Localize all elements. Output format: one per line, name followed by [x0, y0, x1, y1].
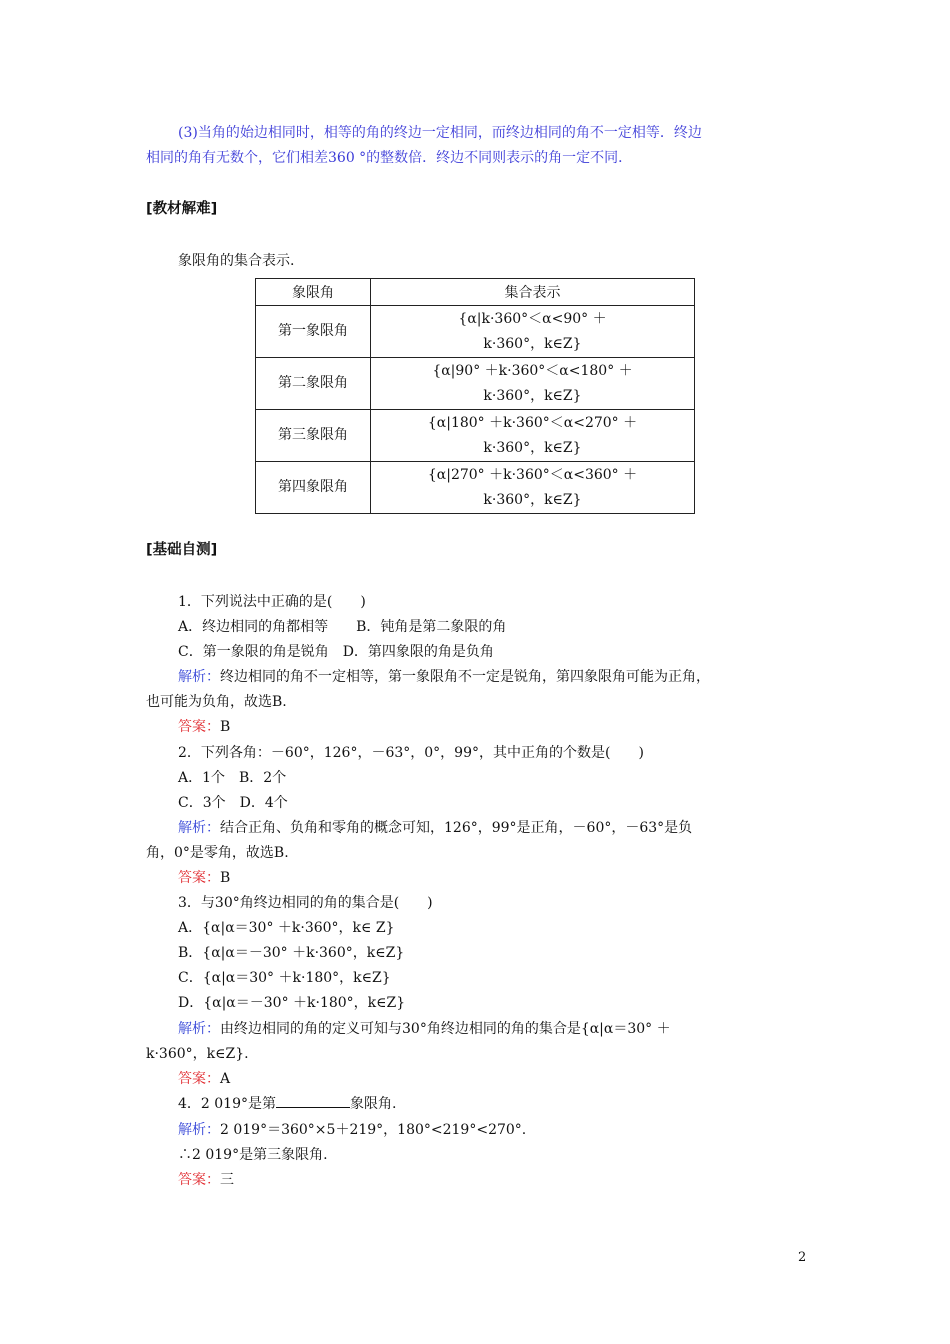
intro-line-2: 相同的角有无数个，它们相差360 °的整数倍．终边不同则表示的角一定不同．	[146, 150, 633, 166]
section-heading-selftest: [基础自测]	[146, 542, 218, 558]
q3-option-c: C．{α|α＝30° ＋k·180°，k∈Z}	[178, 970, 391, 986]
q3-analysis-line-2: k·360°，k∈Z}.	[146, 1046, 249, 1062]
set-notation-line: {α|270° ＋k·360°＜α<360° ＋	[427, 466, 638, 483]
table-caption: 象限角的集合表示.	[178, 253, 295, 269]
q1-options-line-1: A．终边相同的角都相等 B．钝角是第二象限的角	[178, 619, 507, 635]
set-notation-cell	[371, 358, 695, 410]
q3-answer-value: A	[220, 1071, 231, 1087]
q2-analysis-text: 结合正角、负角和零角的概念可知，126°，99°是正角，－60°，－63°是负	[220, 820, 693, 836]
q1-analysis	[178, 665, 710, 690]
answer-label: 答案：	[178, 719, 220, 735]
q4-analysis	[178, 1118, 526, 1143]
quadrant-name-cell: 第四象限角	[256, 462, 371, 514]
q1-analysis-line-2: 也可能为负角，故选B.	[146, 694, 287, 710]
q4-stem	[178, 1092, 396, 1117]
set-notation-line: {α|k·360°＜α<90° ＋	[458, 310, 607, 327]
set-notation-line: {α|90° ＋k·360°＜α<180° ＋	[432, 362, 633, 379]
q3-option-b: B．{α|α＝－30° ＋k·360°，k∈Z}	[178, 945, 405, 961]
q3-stem: 3．与30°角终边相同的角的集合是( )	[178, 895, 433, 911]
q4-stem-after: 象限角.	[350, 1096, 397, 1112]
fill-in-blank[interactable]	[276, 1093, 350, 1108]
q3-analysis-text: 由终边相同的角的定义可知与30°角终边相同的角的集合是{α|α＝30° ＋	[220, 1021, 671, 1037]
q1-stem: 1．下列说法中正确的是( )	[178, 594, 366, 610]
q2-options-line-1: A．1个 B．2个	[178, 770, 287, 786]
quadrant-name-cell: 第二象限角	[256, 358, 371, 410]
q1-options-line-2: C．第一象限的角是锐角 D．第四象限的角是负角	[178, 644, 494, 660]
q4-analysis-line-2: ∴2 019°是第三象限角.	[178, 1147, 328, 1163]
page-number: 2	[798, 1250, 807, 1265]
q3-answer	[178, 1067, 230, 1092]
table-row	[256, 410, 695, 462]
set-notation-line: k·360°，k∈Z}	[483, 491, 582, 508]
q2-stem: 2．下列各角：－60°，126°，－63°，0°，99°，其中正角的个数是( )	[178, 745, 644, 761]
q3-option-d: D．{α|α＝－30° ＋k·180°，k∈Z}	[178, 995, 406, 1011]
q4-answer	[178, 1168, 234, 1193]
q2-analysis	[178, 816, 692, 841]
q4-answer-value: 三	[220, 1172, 234, 1188]
answer-label: 答案：	[178, 870, 220, 886]
answer-label: 答案：	[178, 1172, 220, 1188]
answer-label: 答案：	[178, 1071, 220, 1087]
set-notation-cell	[371, 462, 695, 514]
quadrant-name-cell: 第一象限角	[256, 306, 371, 358]
q4-analysis-text: 2 019°＝360°×5＋219°，180°<219°<270°.	[220, 1122, 527, 1138]
set-notation-cell	[371, 410, 695, 462]
table-row	[256, 306, 695, 358]
set-notation-cell	[371, 306, 695, 358]
quadrant-name-cell: 第三象限角	[256, 410, 371, 462]
analysis-label: 解析：	[178, 1122, 220, 1138]
analysis-label: 解析：	[178, 1021, 220, 1037]
set-notation-line: k·360°，k∈Z}	[483, 387, 582, 404]
quadrant-angle-table	[255, 278, 695, 514]
q2-analysis-line-2: 角，0°是零角，故选B.	[146, 845, 289, 861]
table-header-cell: 象限角	[256, 279, 371, 306]
q1-answer-value: B	[220, 719, 231, 735]
q1-answer	[178, 715, 230, 740]
section-heading-textbook: [教材解难]	[146, 201, 218, 217]
q2-options-line-2: C．3个 D．4个	[178, 795, 288, 811]
table-header-cell: 集合表示	[371, 279, 695, 306]
q2-answer-value: B	[220, 870, 231, 886]
set-notation-line: {α|180° ＋k·360°＜α<270° ＋	[427, 414, 638, 431]
q4-stem-before: 4．2 019°是第	[178, 1096, 276, 1112]
analysis-label: 解析：	[178, 669, 220, 685]
q1-analysis-text: 终边相同的角不一定相等，第一象限角不一定是锐角，第四象限角可能为正角，	[220, 669, 710, 685]
table-header-row	[256, 279, 695, 306]
set-notation-line: k·360°，k∈Z}	[483, 335, 582, 352]
q3-analysis	[178, 1017, 671, 1042]
table-row	[256, 462, 695, 514]
intro-line-1: (3)当角的始边相同时，相等的角的终边一定相同，而终边相同的角不一定相等．终边	[178, 125, 702, 141]
set-notation-line: k·360°，k∈Z}	[483, 439, 582, 456]
q3-option-a: A．{α|α＝30° ＋k·360°，k∈ Z}	[178, 920, 395, 936]
q2-answer	[178, 866, 230, 891]
table-row	[256, 358, 695, 410]
analysis-label: 解析：	[178, 820, 220, 836]
